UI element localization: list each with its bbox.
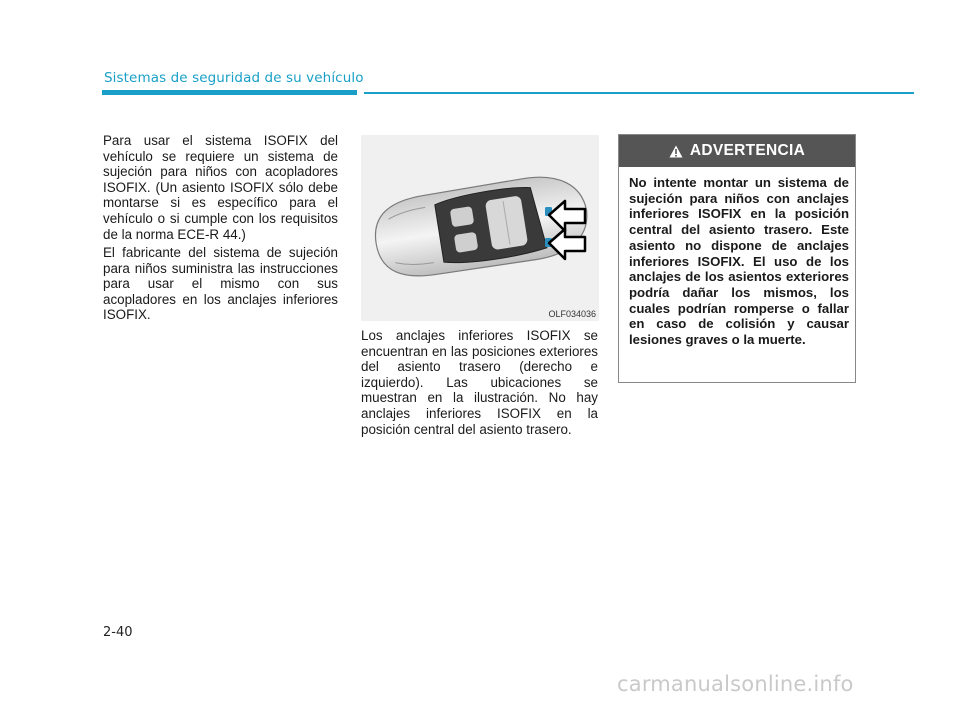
warning-box <box>618 134 856 383</box>
paragraph-anchor-locations: Los anclajes inferiores ISOFIX se encuentran en las posiciones exteriores del asiento trasero (derecho e izquierdo). Las ubicaciones se muestran en la ilustración. No hay anclajes inferiores ISOFIX en la posición central del asiento trasero. <box>361 328 598 437</box>
watermark: carmanualsonline.info <box>617 672 854 696</box>
paragraph-isofix-requirement: Para usar el sistema ISOFIX del vehículo se requiere un sistema de sujeción para niños con acopladores ISOFIX. (Un asiento ISOFIX sólo debe montarse si es específico para el vehículo o si cumple con los requisitos de la norma ECE-R 44.) <box>103 133 338 242</box>
header-accent-bar <box>102 90 357 95</box>
warning-text: No intente montar un sistema de sujeción para niños con anclajes inferiores ISOFIX en la posición central del asiento trasero. Este asiento no dispone de anclajes inferiores ISOFIX. El uso de los anclajes de los asientos exteriores podría dañar los mismos, los cuales podrían romperse o fallar en caso de colisión y causar lesiones graves o la muerte. <box>629 175 849 348</box>
header-rule <box>364 92 914 94</box>
warning-header <box>619 135 855 167</box>
warning-label: ADVERTENCIA <box>689 142 806 159</box>
warning-triangle-icon <box>669 145 683 158</box>
car-top-view-drawing <box>361 135 599 321</box>
isofix-car-illustration <box>361 135 599 321</box>
section-title: Sistemas de seguridad de su vehículo <box>104 70 364 86</box>
page-number: 2-40 <box>103 625 133 640</box>
paragraph-manufacturer-instructions: El fabricante del sistema de sujeción para niños suministra las instrucciones para usar el mismo con sus acopladores en los anclajes inferiores ISOFIX. <box>103 245 338 323</box>
figure-code: OLF034036 <box>548 309 596 319</box>
